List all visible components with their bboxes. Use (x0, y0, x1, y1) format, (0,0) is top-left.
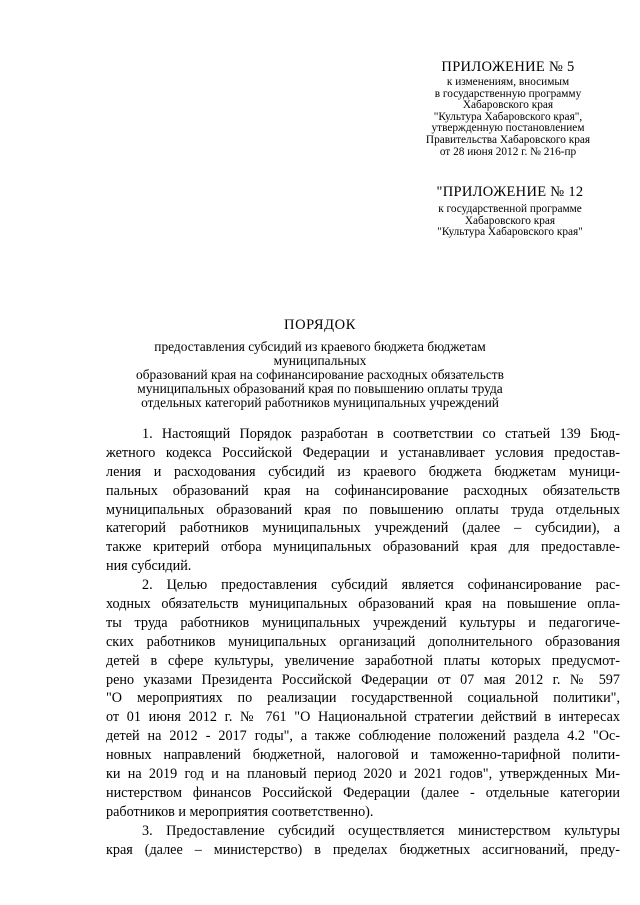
paragraph-line: ских работников муниципальных организаций дополнительного образования (106, 633, 620, 650)
appendix-5-line: утвержденную постановлением (431, 122, 585, 135)
paragraph-line: новных направлений бюджетной, налоговой и таможенно-тарифной полити- (106, 747, 620, 764)
appendix-12-line: Хабаровского края (464, 214, 556, 227)
appendix-5-line: к изменениям, вносимым (446, 76, 570, 88)
paragraph-line: категорий работников муниципальных учреждений (далее – субсидии), а (106, 520, 620, 537)
paragraph-line: работников и мероприятия соответственно). (106, 803, 374, 820)
paragraph-line: края (далее – министерство) в пределах бюджетных ассигнований, преду- (106, 841, 620, 858)
subtitle-line: предоставления субсидий из краевого бюджета бюджетам муниципальных (154, 339, 486, 368)
paragraph-line: ки на 2019 год и на плановый период 2020 и 2021 годов", утвержденных Ми- (106, 766, 620, 783)
document-title: ПОРЯДОК (284, 317, 356, 333)
paragraph-line: ния субсидий. (106, 558, 192, 575)
paragraph-line: пальных образований края на софинансирование расходных обязательств (106, 482, 620, 499)
appendix-12-header (415, 184, 605, 239)
paragraph-3 (106, 822, 620, 860)
appendix-5-line: в государственную программу (434, 87, 582, 100)
subtitle-line: образований края на софинансирование расходных обязательств (136, 367, 504, 382)
paragraph-line: нистерством финансов Российской Федерации (далее - отдельные категории (106, 784, 620, 801)
appendix-12-title: "ПРИЛОЖЕНИЕ № 12 (436, 184, 584, 200)
paragraph-line: муниципальных образований края по повышению оплаты труда отдельных (106, 501, 620, 518)
paragraph-line: ты труда работников муниципальных учреждений культуры и педагогиче- (106, 614, 620, 631)
paragraph-line: 1. Настоящий Порядок разработан в соответствии со статьей 139 Бюд- (142, 426, 620, 442)
paragraph-line: также критерий отбора муниципальных образований края для предоставле- (106, 539, 620, 556)
appendix-5-line: Правительства Хабаровского края (425, 133, 591, 146)
appendix-5-header (398, 59, 618, 158)
paragraph-line: от 01 июня 2012 г. № 761 "О Национальной стратегии действий в интересах (106, 709, 620, 726)
appendix-5-line: от 28 июня 2012 г. № 216-пр (439, 145, 577, 158)
paragraph-line: жетного кодекса Российской Федерации и устанавливает условия предостав- (106, 444, 620, 461)
appendix-5-line: Хабаровского края (462, 99, 554, 112)
paragraph-line: рено указами Президента Российской Федерации от 07 мая 2012 г. № 597 (106, 671, 620, 688)
appendix-12-line: "Культура Хабаровского края" (437, 226, 583, 239)
document-body (106, 425, 620, 859)
paragraph-2 (106, 576, 620, 822)
paragraph-line: "О мероприятиях по реализации государственной социальной политики", (106, 690, 620, 707)
paragraph-line: 3. Предоставление субсидий осуществляется министерством культуры (142, 822, 620, 839)
appendix-5-title: ПРИЛОЖЕНИЕ № 5 (441, 59, 575, 75)
paragraph-line: детей в сфере культуры, увеличение заработной платы которых предусмот- (106, 652, 620, 669)
paragraph-line: 2. Целью предоставления субсидий является софинансирование рас- (142, 577, 620, 594)
subtitle-line: муниципальных образований края по повышению оплаты труда (137, 381, 503, 396)
paragraph-line: ления и расходования субсидий из краевого бюджета бюджетам муници- (106, 463, 620, 480)
subtitle-line: отдельных категорий работников муниципальных учреждений (141, 395, 499, 410)
appendix-5-line: "Культура Хабаровского края", (433, 110, 583, 123)
document-subtitle (110, 340, 530, 410)
paragraph-line: детей на 2012 - 2017 годы", а также соблюдение положений раздела 4.2 "Ос- (106, 728, 620, 745)
paragraph-1 (106, 425, 620, 576)
paragraph-line: ходных обязательств муниципальных образований края на повышение опла- (106, 596, 620, 613)
appendix-12-line: к государственной программе (438, 203, 582, 215)
